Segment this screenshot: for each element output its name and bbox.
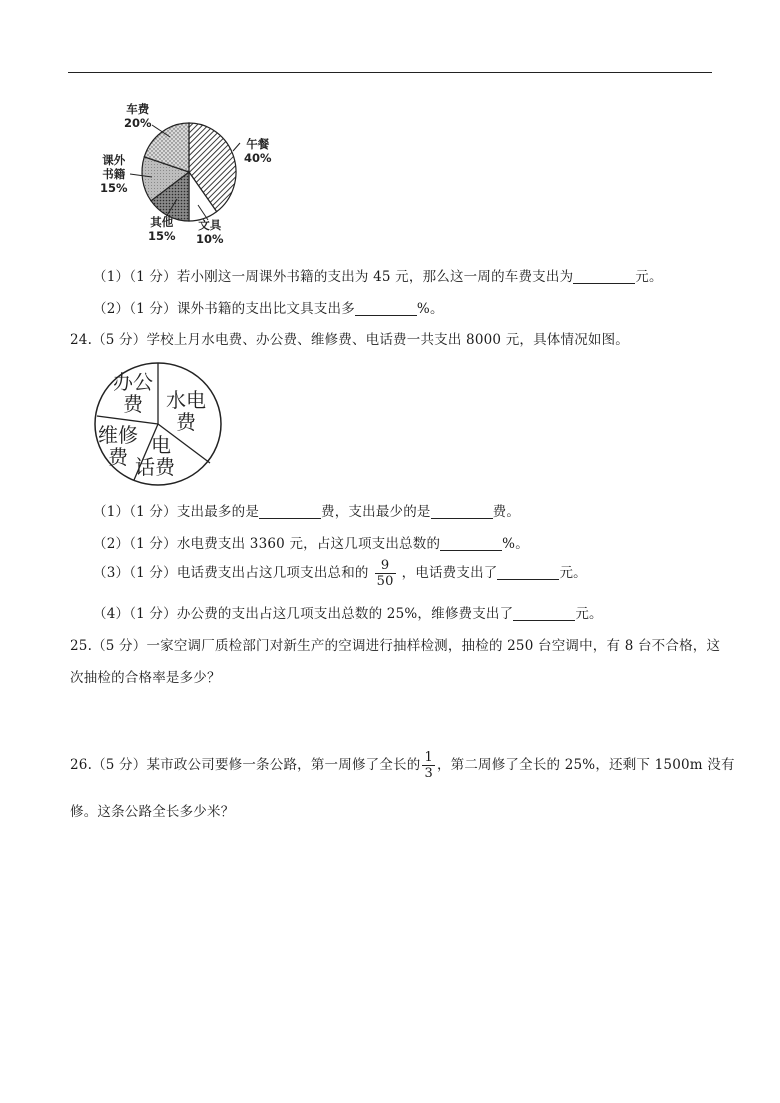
pie-label-lunch-name: 午餐: [246, 137, 270, 151]
pie-label-bus-pct: 20%: [124, 116, 152, 130]
answer-blank[interactable]: [497, 565, 559, 580]
q25-line1: 25.（5 分）一家空调厂质检部门对新生产的空调进行抽样检测，抽检的 250 台空调中，有 8 台不合格，这: [70, 638, 721, 654]
pie2-label-water-2: 费: [176, 410, 196, 434]
answer-blank[interactable]: [431, 504, 493, 519]
pie2-label-phone-2: 话费: [135, 455, 175, 479]
pie-label-books: [100, 153, 128, 195]
answer-blank[interactable]: [355, 301, 417, 316]
pie-label-stationery-name: 文具: [198, 218, 222, 232]
pie-label-books-name-2: 书籍: [102, 167, 126, 181]
answer-blank[interactable]: [513, 606, 575, 621]
q24-sub3-suffix: 元。: [559, 565, 587, 581]
leader-line: [233, 143, 240, 151]
q23-sub2-text: （2）（1 分）课外书籍的支出比文具支出多: [93, 301, 355, 317]
fraction-numerator: 9: [375, 558, 396, 574]
q23-sub2: [93, 297, 444, 317]
q24-sub1-suffix: 费。: [492, 504, 521, 520]
q24-sub4: [93, 602, 603, 622]
q24-stem: 24.（5 分）学校上月水电费、办公费、维修费、电话费一共支出 8000 元，具体情况如图。: [70, 332, 629, 348]
pie2-label-repair-2: 费: [108, 445, 128, 469]
pie-label-bus: [124, 102, 152, 130]
q23-sub1-text: （1）（1 分）若小刚这一周课外书籍的支出为 45 元，那么这一周的车费支出为: [93, 269, 574, 285]
pie2-label-office-2: 费: [123, 392, 143, 416]
pie-label-stationery: [196, 218, 224, 246]
pie2-label-office-1: 办公: [113, 370, 153, 394]
pie-label-lunch: [244, 137, 272, 165]
q23-sub1: [93, 265, 663, 285]
q24-sub2: [93, 532, 529, 552]
pie2-label-phone: [135, 434, 175, 478]
q23-sub2-suffix: %。: [416, 301, 444, 317]
pie2-label-office: [113, 371, 153, 415]
q24-sub1: [93, 500, 520, 520]
answer-blank[interactable]: [440, 536, 502, 551]
pie-label-other-name: 其他: [150, 215, 174, 229]
q23-sub1-suffix: 元。: [635, 269, 663, 285]
answer-blank[interactable]: [573, 269, 635, 284]
q24-sub1-text: （1）（1 分）支出最多的是: [93, 504, 260, 520]
pie2-label-water: [166, 389, 206, 433]
q24-sub3: [93, 558, 587, 589]
q24-sub3-middle: ，电话费支出了: [401, 565, 498, 581]
q24-sub1-middle: 费，支出最少的是: [321, 504, 431, 520]
fraction-nine-fiftieths: [375, 558, 396, 589]
pie-label-other-pct: 15%: [148, 229, 176, 243]
answer-blank[interactable]: [259, 504, 321, 519]
pie2-label-phone-1: 电: [151, 433, 171, 457]
pie2-label-water-1: 水电: [166, 388, 206, 412]
pie-label-bus-name: 车费: [126, 102, 150, 116]
pie-label-books-pct: 15%: [100, 181, 128, 195]
pie-label-books-name-1: 课外: [102, 153, 126, 167]
q26-suffix: ，第二周修了全长的 25%，还剩下 1500m 没有: [436, 757, 735, 773]
fraction-denominator: 3: [424, 766, 433, 781]
q25-line2: 次抽检的合格率是多少？: [70, 670, 221, 686]
pie2-label-repair-1: 维修: [98, 423, 138, 447]
pie2-label-repair: [98, 424, 138, 468]
q26-text: 26.（5 分）某市政公司要修一条公路，第一周修了全长的: [70, 757, 421, 773]
fraction-one-third: [422, 750, 434, 781]
q26-line2: 修。这条公路全长多少米？: [70, 804, 235, 820]
pie-label-lunch-pct: 40%: [244, 151, 272, 165]
q26-line1: [70, 750, 735, 781]
q24-sub2-text: （2）（1 分）水电费支出 3360 元，占这几项支出总数的: [93, 536, 441, 552]
pie-label-other: [148, 215, 176, 243]
q24-sub2-suffix: %。: [502, 536, 529, 552]
fraction-numerator: 1: [424, 750, 433, 765]
pie-label-stationery-pct: 10%: [196, 232, 224, 246]
q24-sub4-text: （4）（1 分）办公费的支出占这几项支出总数的 25%，维修费支出了: [93, 606, 514, 622]
fraction-denominator: 50: [376, 574, 394, 589]
q24-sub4-suffix: 元。: [575, 606, 603, 622]
q24-sub3-text: （3）（1 分）电话费支出占这几项支出总和的: [93, 565, 369, 581]
header-rule: [68, 72, 712, 73]
